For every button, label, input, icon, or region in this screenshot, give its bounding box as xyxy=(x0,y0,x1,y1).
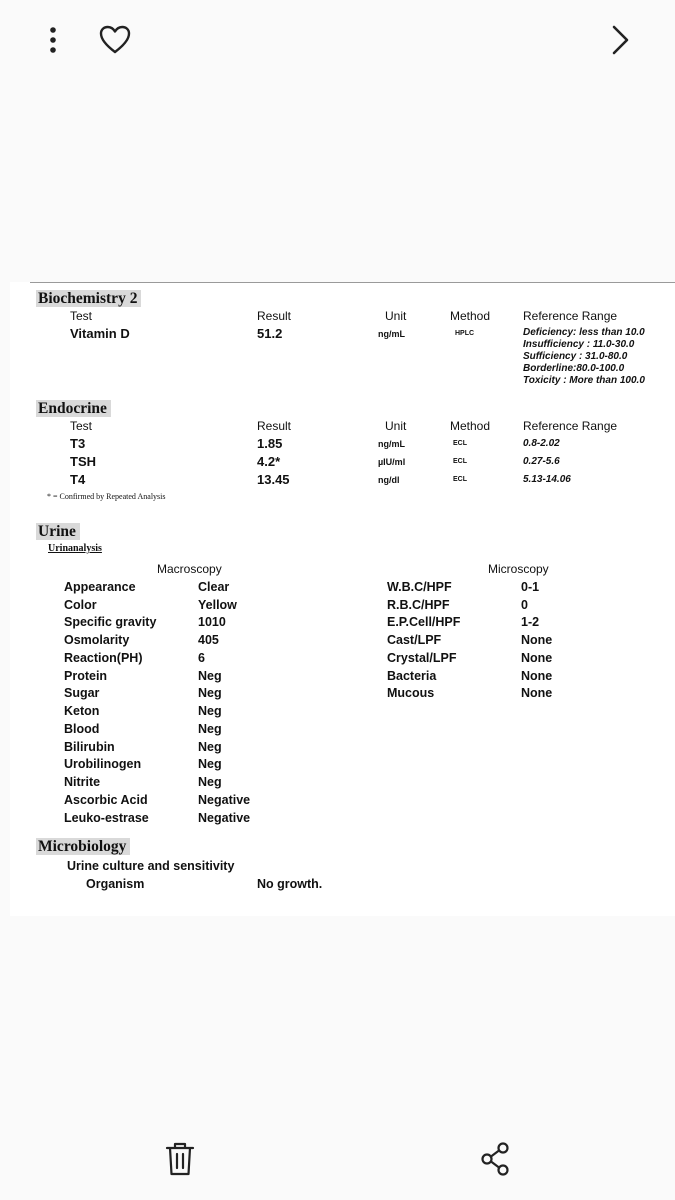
macro-value: Neg xyxy=(198,704,222,718)
macro-label: Bilirubin xyxy=(64,740,115,754)
bio-reference-line: Insufficiency : 11.0-30.0 xyxy=(523,339,635,350)
macro-value: 405 xyxy=(198,633,219,647)
macro-label: Osmolarity xyxy=(64,633,130,647)
macro-value: Neg xyxy=(198,757,222,771)
macro-label: Sugar xyxy=(64,686,100,700)
endo-header-method: Method xyxy=(450,419,491,433)
bio-test-name: Vitamin D xyxy=(70,326,130,341)
macro-label: Protein xyxy=(64,669,108,683)
micro-label: Cast/LPF xyxy=(387,633,442,647)
micro-label: E.P.Cell/HPF xyxy=(387,615,461,629)
micro-value: 1-2 xyxy=(521,615,540,629)
culture-test-name: Urine culture and sensitivity xyxy=(67,859,235,873)
micro-value: None xyxy=(521,651,553,665)
next-image-button[interactable] xyxy=(604,22,636,58)
endo-result-t3: 1.85 xyxy=(257,436,283,451)
micro-label: Mucous xyxy=(387,686,435,700)
micro-value: 0-1 xyxy=(521,580,540,594)
urine-section-title: Urine xyxy=(36,523,80,540)
more-options-button[interactable] xyxy=(38,24,68,56)
endo-unit-t4: ng/dl xyxy=(378,475,400,485)
micro-label: Bacteria xyxy=(387,669,437,683)
delete-button[interactable] xyxy=(162,1140,198,1178)
organism-value: No growth. xyxy=(257,877,323,891)
macro-value: Neg xyxy=(198,775,222,789)
share-icon xyxy=(478,1140,514,1178)
micro-label: R.B.C/HPF xyxy=(387,598,450,612)
bio-header-reference: Reference Range xyxy=(523,309,618,323)
endo-method-tsh: ECL xyxy=(453,458,467,465)
macro-value: Clear xyxy=(198,580,230,594)
macro-label: Specific gravity xyxy=(64,615,157,629)
macro-label: Reaction(PH) xyxy=(64,651,143,665)
macro-label: Blood xyxy=(64,722,100,736)
endo-header-unit: Unit xyxy=(385,419,407,433)
report-top-rule xyxy=(30,282,675,283)
biochemistry-section-title: Biochemistry 2 xyxy=(36,290,141,307)
share-button[interactable] xyxy=(478,1140,514,1178)
macro-value: Neg xyxy=(198,669,222,683)
microscopy-title: Microscopy xyxy=(488,562,549,576)
bio-result: 51.2 xyxy=(257,326,283,341)
macroscopy-title: Macroscopy xyxy=(157,562,222,576)
heart-icon xyxy=(98,24,132,56)
microbiology-section-title: Microbiology xyxy=(36,838,130,855)
macro-value: 1010 xyxy=(198,615,226,629)
favorite-button[interactable] xyxy=(98,24,132,56)
bio-reference-line: Borderline:80.0-100.0 xyxy=(523,363,625,374)
micro-value: None xyxy=(521,669,553,683)
endo-header-reference: Reference Range xyxy=(523,419,618,433)
endo-result-t4: 13.45 xyxy=(257,472,290,487)
bio-header-method: Method xyxy=(450,309,491,323)
endocrine-section-title: Endocrine xyxy=(36,400,111,417)
macro-label: Nitrite xyxy=(64,775,101,789)
bio-method: HPLC xyxy=(455,330,475,337)
more-vertical-icon xyxy=(38,24,68,56)
endo-method-t3: ECL xyxy=(453,440,467,447)
micro-label: W.B.C/HPF xyxy=(387,580,452,594)
macro-label: Color xyxy=(64,598,97,612)
bio-header-result: Result xyxy=(257,309,292,323)
macro-label: Urobilinogen xyxy=(64,757,142,771)
macro-label: Leuko-estrase xyxy=(64,811,149,825)
macro-label: Appearance xyxy=(64,580,136,594)
endo-unit-tsh: µIU/ml xyxy=(378,457,406,467)
endo-result-tsh: 4.2* xyxy=(257,454,281,469)
micro-value: 0 xyxy=(521,598,528,612)
trash-icon xyxy=(162,1140,198,1178)
macro-value: Negative xyxy=(198,793,251,807)
endo-footnote: * = Confirmed by Repeated Analysis xyxy=(47,492,166,501)
endo-method-t4: ECL xyxy=(453,476,467,483)
bio-reference-line: Deficiency: less than 10.0 xyxy=(523,327,645,338)
macro-value: Neg xyxy=(198,686,222,700)
bio-header-unit: Unit xyxy=(385,309,407,323)
endo-reference-tsh: 0.27-5.6 xyxy=(523,456,560,467)
endo-header-result: Result xyxy=(257,419,292,433)
endo-test-t3: T3 xyxy=(70,436,86,451)
endo-test-t4: T4 xyxy=(70,472,86,487)
micro-value: None xyxy=(521,686,553,700)
macro-label: Ascorbic Acid xyxy=(64,793,148,807)
bio-unit: ng/mL xyxy=(378,329,405,339)
macro-value: Neg xyxy=(198,722,222,736)
macro-value: Neg xyxy=(198,740,222,754)
micro-value: None xyxy=(521,633,553,647)
organism-label: Organism xyxy=(86,877,145,891)
chevron-right-icon xyxy=(604,22,636,58)
macro-value: Negative xyxy=(198,811,251,825)
bio-reference-line: Toxicity : More than 100.0 xyxy=(523,375,645,386)
endo-reference-t3: 0.8-2.02 xyxy=(523,438,560,449)
macro-value: 6 xyxy=(198,651,205,665)
endo-unit-t3: ng/mL xyxy=(378,439,405,449)
macro-value: Yellow xyxy=(198,598,237,612)
bio-reference-line: Sufficiency : 31.0-80.0 xyxy=(523,351,628,362)
bio-header-test: Test xyxy=(70,309,93,323)
endo-reference-t4: 5.13-14.06 xyxy=(523,474,571,485)
endo-test-tsh: TSH xyxy=(70,454,96,469)
micro-label: Crystal/LPF xyxy=(387,651,457,665)
macro-label: Keton xyxy=(64,704,100,718)
endo-header-test: Test xyxy=(70,419,93,433)
urinanalysis-subtitle: Urinanalysis xyxy=(48,543,102,554)
